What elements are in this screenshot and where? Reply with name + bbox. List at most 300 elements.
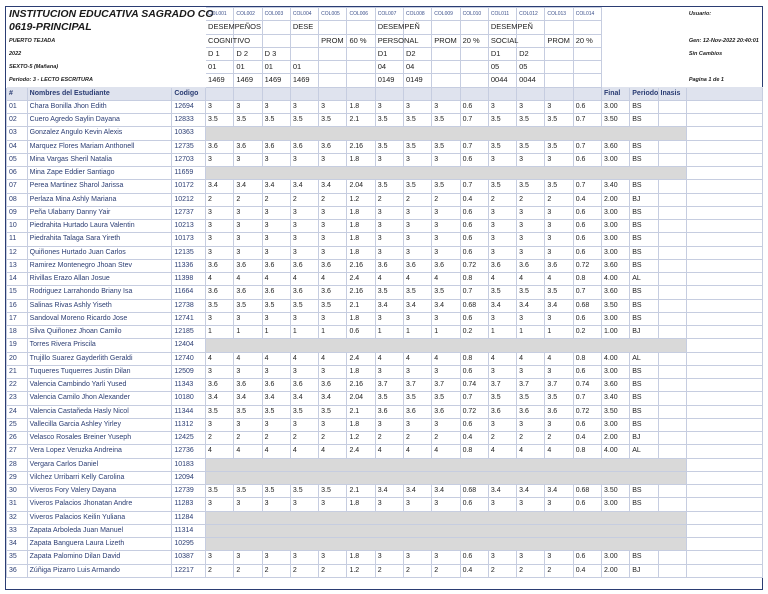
blank-cell (686, 312, 762, 325)
empty-cell (601, 74, 686, 87)
col-code: Codigo (172, 87, 206, 100)
grade-cell: 3.5 (375, 140, 403, 153)
grade-cell: 4 (432, 352, 460, 365)
student-name: Sandoval Moreno Ricardo Jose (27, 312, 172, 325)
header-cell: DESE (290, 21, 318, 34)
final-grade: 4.00 (601, 352, 629, 365)
blank-cell (686, 233, 762, 246)
grade-cell: 3.5 (545, 180, 573, 193)
empty-grades (206, 538, 687, 551)
grade-cell: 2.04 (347, 392, 375, 405)
col-code: COL014 (573, 8, 601, 21)
grade-cell: 3.5 (290, 114, 318, 127)
grade-cell: 3 (404, 365, 432, 378)
period-level: BS (630, 365, 658, 378)
grade-cell: 3 (206, 206, 234, 219)
grade-cell: 3 (404, 498, 432, 511)
grade-cell: 3.5 (262, 405, 290, 418)
grade-cell: 3.6 (432, 405, 460, 418)
final-grade: 4.00 (601, 273, 629, 286)
col-code: COL002 (234, 8, 262, 21)
grade-cell: 2 (375, 193, 403, 206)
grade-cell: 3 (290, 312, 318, 325)
student-row (7, 100, 763, 113)
grade-cell: 3 (517, 418, 545, 431)
student-number: 15 (7, 286, 28, 299)
student-code: 12741 (172, 312, 206, 325)
student-name: Gonzalez Angulo Kevin Alexis (27, 127, 172, 140)
student-number: 17 (7, 312, 28, 325)
header-cell (319, 61, 347, 74)
grade-cell: 2 (375, 564, 403, 577)
grade-cell: 3.6 (234, 379, 262, 392)
grade-cell: 3 (262, 365, 290, 378)
header-cell (545, 74, 573, 87)
final-grade: 3.40 (601, 392, 629, 405)
period-level: AL (630, 445, 658, 458)
header-cell (347, 61, 375, 74)
student-name: Viveros Palacios Keilin Yuliana (27, 511, 172, 524)
header-cell: DESEMPEÑ (488, 21, 516, 34)
final-grade: 3.00 (601, 220, 629, 233)
blank-cell (686, 140, 762, 153)
student-name: Mina Zape Eddier Santiago (27, 167, 172, 180)
blank-cell (686, 524, 762, 537)
grade-cell: 3 (488, 100, 516, 113)
grade-cell: 0.7 (460, 392, 488, 405)
grade-cell: 3 (517, 220, 545, 233)
student-number: 11 (7, 233, 28, 246)
student-row (7, 564, 763, 577)
grade-cell: 1.8 (347, 312, 375, 325)
grade-cell: 0.6 (460, 220, 488, 233)
user-label: Usuario: (688, 11, 712, 18)
header-cell: D1 (375, 47, 403, 60)
grade-cell: 1 (432, 326, 460, 339)
grade-cell: 3 (262, 220, 290, 233)
student-row (7, 458, 763, 471)
grade-cell: 3 (432, 418, 460, 431)
header-cell: PERSONAL (375, 34, 403, 47)
blank-cell (686, 167, 762, 180)
student-row (7, 432, 763, 445)
student-row (7, 471, 763, 484)
blank-cell (686, 299, 762, 312)
grade-cell: 3.5 (432, 286, 460, 299)
grade-cell: 3 (432, 220, 460, 233)
grade-cell: 3.5 (404, 114, 432, 127)
grade-cell: 0.68 (460, 485, 488, 498)
grade-cell: 2 (290, 432, 318, 445)
student-name: Vilchez Urribarri Kelly Carolina (27, 471, 172, 484)
grade-cell: 3.4 (319, 392, 347, 405)
header-row-1 (7, 21, 763, 34)
student-number: 24 (7, 405, 28, 418)
grade-cell: 3 (404, 246, 432, 259)
grade-cell: 3 (545, 418, 573, 431)
header-cell: 0149 (404, 74, 432, 87)
grade-cell: 3.4 (488, 485, 516, 498)
grade-cell: 4 (404, 273, 432, 286)
student-row (7, 405, 763, 418)
grade-cell: 0.6 (460, 365, 488, 378)
grade-cell: 3 (206, 246, 234, 259)
grade-cell: 3.4 (262, 180, 290, 193)
grade-cell: 0.6 (573, 220, 601, 233)
period-level: BJ (630, 193, 658, 206)
grade-cell: 3 (517, 365, 545, 378)
grade-cell: 3 (234, 418, 262, 431)
grade-cell: 3.5 (375, 180, 403, 193)
final-grade: 3.40 (601, 180, 629, 193)
student-code: 12694 (172, 100, 206, 113)
student-number: 31 (7, 498, 28, 511)
grade-cell: 3.4 (375, 299, 403, 312)
student-name: Valencia Cambindo Yarli Yused (27, 379, 172, 392)
student-code: 11664 (172, 286, 206, 299)
student-name: Trujillo Suarez Gayderlith Geraldi (27, 352, 172, 365)
grade-cell: 3 (290, 233, 318, 246)
grade-cell: 3 (517, 246, 545, 259)
grade-cell: 4 (262, 352, 290, 365)
grade-cell: 1 (234, 326, 262, 339)
grade-cell: 3 (262, 246, 290, 259)
grade-cell: 3.5 (290, 485, 318, 498)
student-code: 12217 (172, 564, 206, 577)
absences-cell (658, 100, 686, 113)
header-cell (545, 21, 573, 34)
grade-cell: 3 (545, 365, 573, 378)
grade-cell: 3.5 (290, 405, 318, 418)
student-number: 26 (7, 432, 28, 445)
period-level: BJ (630, 432, 658, 445)
grade-cell: 3 (234, 312, 262, 325)
period-level: BJ (630, 326, 658, 339)
header-cell (319, 21, 347, 34)
grade-cell: 3 (234, 206, 262, 219)
col-code: COL011 (488, 8, 516, 21)
col-periodo: Periodo (630, 87, 658, 100)
grade-cell: 3 (488, 246, 516, 259)
grade-cell: 0.72 (573, 405, 601, 418)
student-code: 10173 (172, 233, 206, 246)
grade-cell: 3 (290, 365, 318, 378)
grade-cell: 3 (488, 418, 516, 431)
grade-cell: 2 (319, 193, 347, 206)
grade-cell: 0.6 (347, 326, 375, 339)
grade-cell: 2 (234, 432, 262, 445)
absences-cell (658, 379, 686, 392)
student-number: 30 (7, 485, 28, 498)
grade-cell: 3.4 (404, 299, 432, 312)
grade-cell: 3.6 (319, 286, 347, 299)
header-cell: 0149 (375, 74, 403, 87)
grade-cell: 1 (375, 326, 403, 339)
period-level: BS (630, 551, 658, 564)
grade-cell: 0.6 (573, 418, 601, 431)
grade-cell: 2 (262, 432, 290, 445)
period-level: BS (630, 379, 658, 392)
absences-cell (658, 286, 686, 299)
school-title: INSTITUCION EDUCATIVA SAGRADO CO (9, 8, 214, 21)
student-row (7, 498, 763, 511)
absences-cell (658, 153, 686, 166)
header-cell: PROM (319, 34, 347, 47)
student-row (7, 220, 763, 233)
final-grade: 3.00 (601, 365, 629, 378)
blank-cell (686, 352, 762, 365)
absences-cell (658, 299, 686, 312)
grade-cell: 3 (432, 233, 460, 246)
grade-cell: 3 (488, 233, 516, 246)
grade-cell: 0.6 (573, 153, 601, 166)
grade-cell: 3.6 (234, 286, 262, 299)
grade-cell: 3 (262, 418, 290, 431)
student-number: 28 (7, 458, 28, 471)
student-name: Perlaza Mina Ashly Mariana (27, 193, 172, 206)
header-cell (545, 47, 573, 60)
header-cell (432, 74, 460, 87)
grade-cell: 3.5 (432, 114, 460, 127)
blank-cell (686, 379, 762, 392)
student-row (7, 392, 763, 405)
student-code: 10213 (172, 220, 206, 233)
header-cell (432, 47, 460, 60)
empty-cell (686, 61, 762, 74)
grade-cell: 3.5 (206, 114, 234, 127)
grade-cell: 3 (488, 551, 516, 564)
student-row (7, 246, 763, 259)
absences-cell (658, 498, 686, 511)
grade-cell: 0.4 (573, 564, 601, 577)
col-code: COL006 (347, 8, 375, 21)
absences-cell (658, 140, 686, 153)
student-row (7, 352, 763, 365)
empty-grades (206, 511, 687, 524)
grade-cell: 0.6 (573, 551, 601, 564)
col-blank (290, 87, 318, 100)
final-grade: 3.00 (601, 551, 629, 564)
grade-cell: 2.16 (347, 379, 375, 392)
grade-cell: 3.5 (234, 405, 262, 418)
student-name: Ramirez Montenegro Jhoan Stev (27, 259, 172, 272)
grade-cell: 2 (375, 432, 403, 445)
grade-cell: 3 (517, 498, 545, 511)
grade-cell: 0.7 (573, 392, 601, 405)
student-number: 22 (7, 379, 28, 392)
header-row-4 (7, 61, 763, 74)
grade-cell: 0.7 (573, 286, 601, 299)
grade-cell: 1 (319, 326, 347, 339)
grade-cell: 4 (290, 445, 318, 458)
grade-cell: 3.6 (290, 259, 318, 272)
grade-cell: 1 (545, 326, 573, 339)
header-cell: PROM (545, 34, 573, 47)
student-code: 12185 (172, 326, 206, 339)
empty-grades (206, 524, 687, 537)
grade-cell: 3 (375, 498, 403, 511)
blank-cell (686, 127, 762, 140)
grade-cell: 0.74 (460, 379, 488, 392)
grade-cell: 3.6 (545, 259, 573, 272)
header-cell: 20 % (573, 34, 601, 47)
grade-cell: 3 (517, 206, 545, 219)
grade-cell: 3.6 (404, 259, 432, 272)
grade-cell: 3 (375, 418, 403, 431)
grade-cell: 1 (206, 326, 234, 339)
header-cell: 1469 (234, 74, 262, 87)
student-number: 05 (7, 153, 28, 166)
grade-cell: 3 (262, 312, 290, 325)
grade-cell: 3 (206, 365, 234, 378)
grade-cell: 3 (290, 206, 318, 219)
header-cell: D1 (488, 47, 516, 60)
student-name: Valencia Castañeda Hasly Nicol (27, 405, 172, 418)
col-blank (573, 87, 601, 100)
grade-cell: 4 (488, 445, 516, 458)
final-grade: 2.00 (601, 432, 629, 445)
absences-cell (658, 551, 686, 564)
grade-cell: 3 (290, 498, 318, 511)
grade-cell: 3 (262, 498, 290, 511)
absences-cell (658, 220, 686, 233)
grade-cell: 1.2 (347, 432, 375, 445)
student-name: Zapata Arboleda Juan Manuel (27, 524, 172, 537)
grade-cell: 4 (404, 445, 432, 458)
grade-cell: 2 (517, 432, 545, 445)
grade-cell: 3.5 (375, 392, 403, 405)
grade-cell: 3 (432, 551, 460, 564)
grade-cell: 3 (545, 206, 573, 219)
grade-cell: 3 (432, 100, 460, 113)
header-cell (573, 74, 601, 87)
grade-cell: 3 (206, 153, 234, 166)
grade-cell: 0.6 (460, 418, 488, 431)
header-cell: D 2 (234, 47, 262, 60)
grade-cell: 3.6 (488, 259, 516, 272)
grade-cell: 2 (488, 564, 516, 577)
grade-cell: 3 (432, 153, 460, 166)
grade-cell: 2.1 (347, 299, 375, 312)
col-blank (404, 87, 432, 100)
absences-cell (658, 432, 686, 445)
grade-cell: 3 (234, 246, 262, 259)
grade-cell: 3 (206, 312, 234, 325)
grade-cell: 3 (545, 498, 573, 511)
student-number: 33 (7, 524, 28, 537)
header-cell (290, 34, 318, 47)
grade-cell: 3.5 (404, 392, 432, 405)
grade-cell: 1.8 (347, 233, 375, 246)
grade-cell: 3.6 (319, 259, 347, 272)
grade-cell: 3 (290, 220, 318, 233)
header-cell (432, 61, 460, 74)
grade-cell: 2 (206, 193, 234, 206)
header-cell: PROM (432, 34, 460, 47)
grade-cell: 3.7 (375, 379, 403, 392)
student-name: Silva Quiñonez Jhoan Camilo (27, 326, 172, 339)
grade-cell: 0.6 (460, 312, 488, 325)
col-code: COL001 (206, 8, 234, 21)
grade-cell: 2 (545, 432, 573, 445)
student-row (7, 538, 763, 551)
student-name: Perea Martinez Sharol Jarissa (27, 180, 172, 193)
grade-cell: 4 (432, 273, 460, 286)
grade-cell: 3 (234, 100, 262, 113)
grade-cell: 3 (262, 100, 290, 113)
grade-cell: 4 (488, 352, 516, 365)
grade-cell: 4 (206, 352, 234, 365)
student-code: 11344 (172, 405, 206, 418)
student-name: Vergara Carlos Daniel (27, 458, 172, 471)
grade-cell: 3 (545, 233, 573, 246)
grade-cell: 0.7 (460, 180, 488, 193)
blank-cell (686, 206, 762, 219)
grade-cell: 3 (517, 551, 545, 564)
period-level: BS (630, 498, 658, 511)
header-info: 2022 (9, 50, 22, 57)
col-code: COL008 (404, 8, 432, 21)
period-level: BS (630, 259, 658, 272)
grade-cell: 3.6 (206, 140, 234, 153)
grade-cell: 3 (206, 220, 234, 233)
final-grade: 3.00 (601, 100, 629, 113)
grade-cell: 1.8 (347, 220, 375, 233)
header-cell: 1469 (262, 74, 290, 87)
student-code: 10172 (172, 180, 206, 193)
col-code: COL003 (262, 8, 290, 21)
grade-cell: 3.5 (375, 114, 403, 127)
student-row (7, 193, 763, 206)
grade-cell: 4 (319, 273, 347, 286)
header-cell: 01 (262, 61, 290, 74)
grade-cell: 3 (432, 246, 460, 259)
student-row (7, 445, 763, 458)
student-code: 11336 (172, 259, 206, 272)
header-cell (290, 47, 318, 60)
grade-cell: 3 (404, 312, 432, 325)
student-code: 12135 (172, 246, 206, 259)
student-row (7, 299, 763, 312)
student-name: Zapata Banguera Laura Lizeth (27, 538, 172, 551)
grade-cell: 1.8 (347, 100, 375, 113)
student-name: Piedrahita Hurtado Laura Valentin (27, 220, 172, 233)
grade-cell: 3.6 (262, 140, 290, 153)
grade-cell: 3.4 (432, 299, 460, 312)
header-cell (573, 61, 601, 74)
header-row-2 (7, 34, 763, 47)
grade-cell: 0.72 (573, 259, 601, 272)
period-level: AL (630, 352, 658, 365)
grade-cell: 3 (262, 153, 290, 166)
grade-cell: 0.72 (460, 259, 488, 272)
header-cell (347, 47, 375, 60)
period-level: AL (630, 273, 658, 286)
grade-cell: 1.8 (347, 365, 375, 378)
student-number: 07 (7, 180, 28, 193)
empty-cell (601, 61, 686, 74)
header-cell (573, 47, 601, 60)
grade-cell: 0.68 (573, 485, 601, 498)
grade-cell: 2.4 (347, 352, 375, 365)
grade-cell: 3.5 (206, 299, 234, 312)
grade-cell: 1 (404, 326, 432, 339)
absences-cell (658, 405, 686, 418)
col-blank (432, 87, 460, 100)
grade-cell: 3 (234, 233, 262, 246)
final-grade: 3.00 (601, 153, 629, 166)
grade-cell: 3.7 (517, 379, 545, 392)
